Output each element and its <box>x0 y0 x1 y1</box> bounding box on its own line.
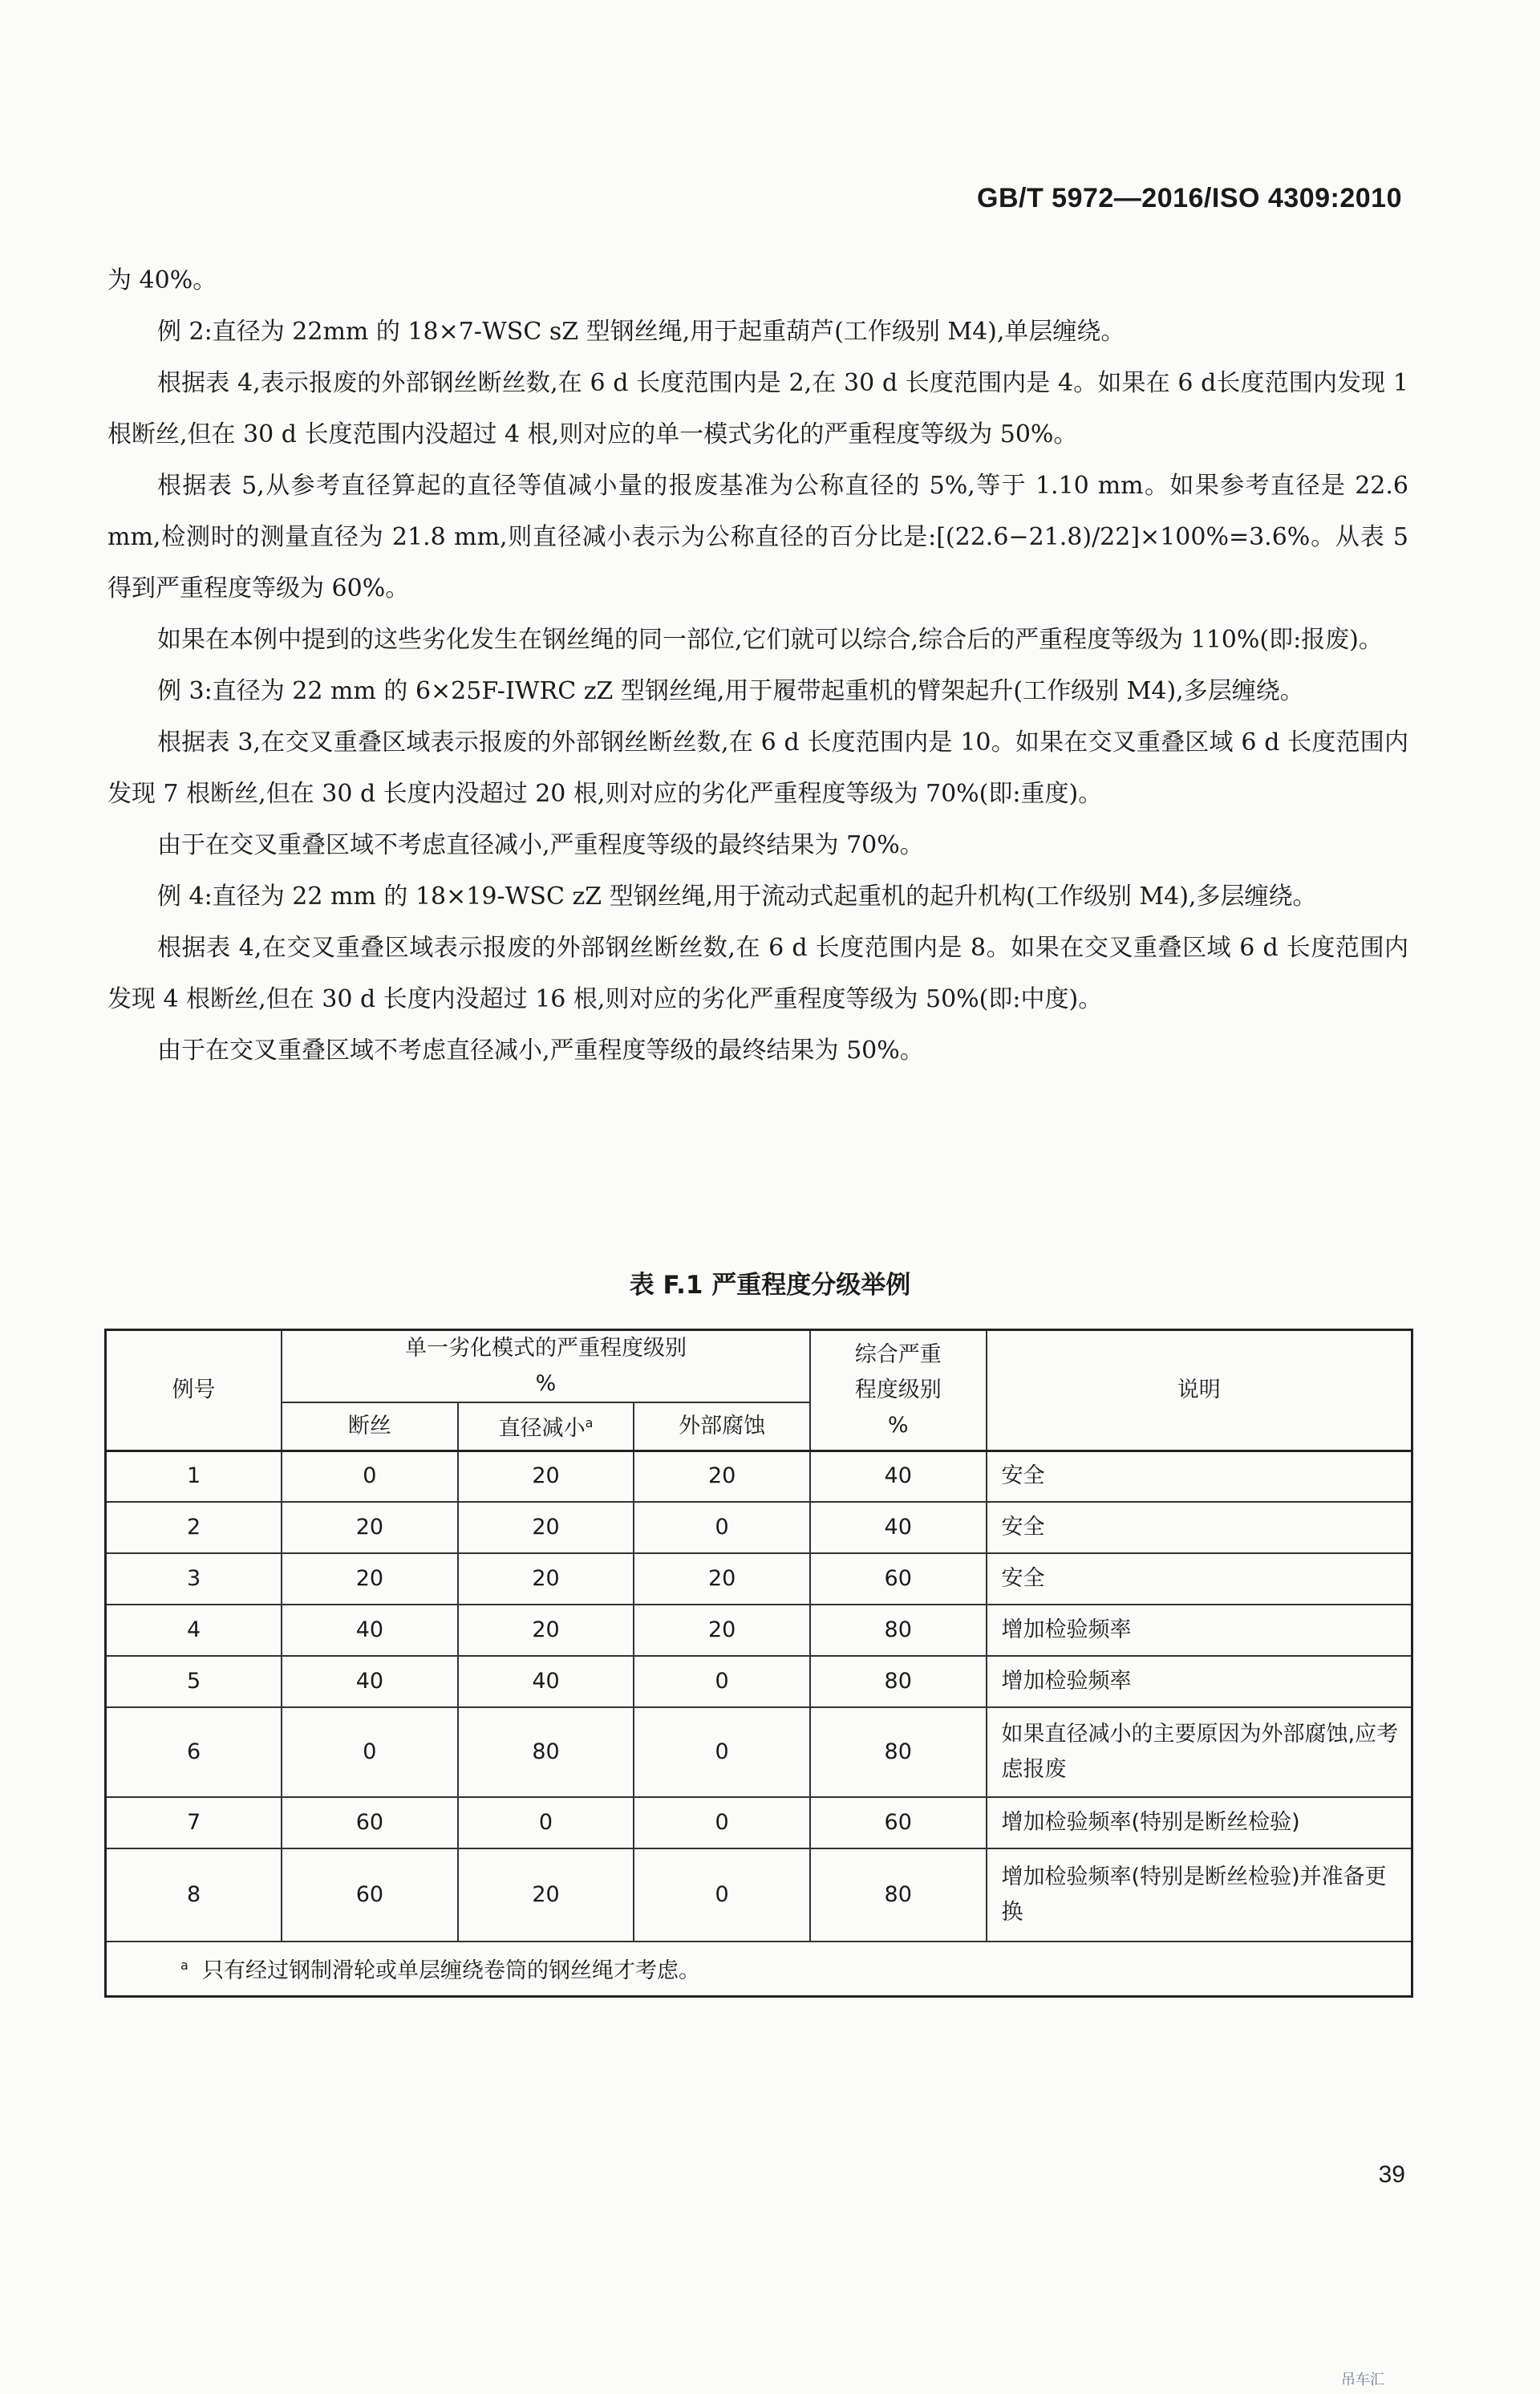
cell-description: 如果直径减小的主要原因为外部腐蚀,应考虑报废 <box>987 1707 1412 1797</box>
header-diameter <box>458 1402 634 1451</box>
cell-broken: 40 <box>282 1656 458 1707</box>
cell-corrosion: 0 <box>634 1502 810 1553</box>
header-diameter-label: 直径减小 <box>498 1416 586 1442</box>
paragraph: 如果在本例中提到的这些劣化发生在钢丝绳的同一部位,它们就可以综合,综合后的严重程度等级为 110%(即:报废)。 <box>157 626 1383 654</box>
cell-combined: 60 <box>810 1553 987 1605</box>
paragraph: 例 2:直径为 22mm 的 18×7-WSC sZ 型钢丝绳,用于起重葫芦(工作级别 M4),单层缠绕。 <box>157 318 1125 346</box>
header-combined-unit: % <box>887 1412 909 1438</box>
cell-no: 2 <box>106 1502 282 1553</box>
paragraph: 根据表 4,在交叉重叠区域表示报废的外部钢丝断丝数,在 6 d 长度范围内是 8。如果在交叉重叠区域 6 d 长度范围内发现 4 根断丝,但在 30 d 长度内没超过 16 根,则对应的劣化严重程度等级为 50%(即:中度)。 <box>107 934 1408 1013</box>
table-row <box>106 1707 1412 1797</box>
header-example-no: 例号 <box>106 1330 282 1451</box>
cell-broken: 20 <box>282 1502 458 1553</box>
watermark-logo: 吊车汇 <box>1341 2372 1384 2388</box>
cell-corrosion: 0 <box>634 1848 810 1942</box>
standard-header: GB/T 5972—2016/ISO 4309:2010 <box>977 183 1402 213</box>
footnote-mark: a <box>180 1958 188 1974</box>
paragraph: 例 3:直径为 22 mm 的 6×25F-IWRC zZ 型钢丝绳,用于履带起重机的臂架起升(工作级别 M4),多层缠绕。 <box>157 677 1304 705</box>
table-footnote <box>106 1942 1412 1996</box>
cell-corrosion: 0 <box>634 1797 810 1848</box>
table-row <box>106 1451 1412 1502</box>
paragraph: 由于在交叉重叠区域不考虑直径减小,严重程度等级的最终结果为 50%。 <box>157 1037 924 1065</box>
table-title: 表 F.1 严重程度分级举例 <box>629 1271 911 1300</box>
cell-combined: 80 <box>810 1848 987 1942</box>
cell-no: 6 <box>106 1707 282 1797</box>
header-combined-line2: 程度级别 <box>854 1377 942 1402</box>
header-single-mode-label: 单一劣化模式的严重程度级别 <box>405 1336 687 1361</box>
cell-corrosion: 0 <box>634 1707 810 1797</box>
table-row <box>106 1502 1412 1553</box>
cell-diameter: 20 <box>458 1451 634 1502</box>
paragraph: 根据表 3,在交叉重叠区域表示报废的外部钢丝断丝数,在 6 d 长度范围内是 10。如果在交叉重叠区域 6 d 长度范围内发现 7 根断丝,但在 30 d 长度内没超过 20 根,则对应的劣化严重程度等级为 70%(即:重度)。 <box>107 728 1408 808</box>
cell-combined: 80 <box>810 1605 987 1656</box>
cell-description: 增加检验频率 <box>987 1656 1412 1707</box>
cell-description: 安全 <box>987 1502 1412 1553</box>
paragraph: 根据表 5,从参考直径算起的直径等值减小量的报废基准为公称直径的 5%,等于 1.10 mm。如果参考直径是 22.6 mm,检测时的测量直径为 21.8 mm,则直径减小表示为公称直径的百分比是:[(22.6−21.8)/22]×100%=3.6%。从表 5 得到严重程度等级为 60%。 <box>107 472 1408 603</box>
cell-combined: 80 <box>810 1707 987 1797</box>
cell-combined: 40 <box>810 1502 987 1553</box>
cell-broken: 60 <box>282 1848 458 1942</box>
header-combined-line1: 综合严重 <box>854 1341 942 1367</box>
cell-combined: 60 <box>810 1797 987 1848</box>
cell-diameter: 0 <box>458 1797 634 1848</box>
cell-diameter: 40 <box>458 1656 634 1707</box>
paragraph: 例 4:直径为 22 mm 的 18×19-WSC zZ 型钢丝绳,用于流动式起重机的起升机构(工作级别 M4),多层缠绕。 <box>157 883 1317 911</box>
table-row <box>106 1797 1412 1848</box>
paragraph: 根据表 4,表示报废的外部钢丝断丝数,在 6 d 长度范围内是 2,在 30 d 长度范围内是 4。如果在 6 d长度范围内发现 1 根断丝,但在 30 d 长度范围内没超过 4 根,则对应的单一模式劣化的严重程度等级为 50%。 <box>107 369 1408 448</box>
cell-corrosion: 20 <box>634 1605 810 1656</box>
cell-no: 8 <box>106 1848 282 1942</box>
table-footnote-row <box>106 1942 1412 1996</box>
cell-diameter: 80 <box>458 1707 634 1797</box>
header-single-mode-unit: % <box>535 1371 557 1396</box>
cell-no: 1 <box>106 1451 282 1502</box>
cell-broken: 40 <box>282 1605 458 1656</box>
cell-diameter: 20 <box>458 1605 634 1656</box>
header-corrosion: 外部腐蚀 <box>634 1402 810 1451</box>
cell-corrosion: 20 <box>634 1451 810 1502</box>
header-broken: 断丝 <box>282 1402 458 1451</box>
header-description: 说明 <box>987 1330 1412 1451</box>
paragraph: 由于在交叉重叠区域不考虑直径减小,严重程度等级的最终结果为 70%。 <box>157 831 924 859</box>
cell-broken: 0 <box>282 1707 458 1797</box>
cell-description: 安全 <box>987 1451 1412 1502</box>
cell-corrosion: 0 <box>634 1656 810 1707</box>
cell-corrosion: 20 <box>634 1553 810 1605</box>
cell-broken: 20 <box>282 1553 458 1605</box>
cell-no: 7 <box>106 1797 282 1848</box>
cell-diameter: 20 <box>458 1502 634 1553</box>
footnote-text: 只有经过钢制滑轮或单层缠绕卷筒的钢丝绳才考虑。 <box>201 1958 700 1984</box>
table-row <box>106 1553 1412 1605</box>
body-text <box>107 255 1408 1077</box>
cell-broken: 0 <box>282 1451 458 1502</box>
cell-description: 增加检验频率(特别是断丝检验)并准备更换 <box>987 1848 1412 1942</box>
page-number: 39 <box>1378 2161 1405 2188</box>
cell-combined: 40 <box>810 1451 987 1502</box>
cell-description: 增加检验频率 <box>987 1605 1412 1656</box>
header-single-mode <box>282 1330 810 1403</box>
cell-broken: 60 <box>282 1797 458 1848</box>
cell-no: 3 <box>106 1553 282 1605</box>
cell-no: 5 <box>106 1656 282 1707</box>
cell-diameter: 20 <box>458 1553 634 1605</box>
table-row <box>106 1605 1412 1656</box>
table-row <box>106 1848 1412 1942</box>
footnote-ref: a <box>585 1415 594 1431</box>
cell-combined: 80 <box>810 1656 987 1707</box>
cell-diameter: 20 <box>458 1848 634 1942</box>
cell-no: 4 <box>106 1605 282 1656</box>
header-combined <box>810 1330 987 1451</box>
cell-description: 增加检验频率(特别是断丝检验) <box>987 1797 1412 1848</box>
paragraph: 为 40%。 <box>107 266 217 294</box>
cell-description: 安全 <box>987 1553 1412 1605</box>
table-row <box>106 1656 1412 1707</box>
severity-table <box>104 1329 1413 1998</box>
